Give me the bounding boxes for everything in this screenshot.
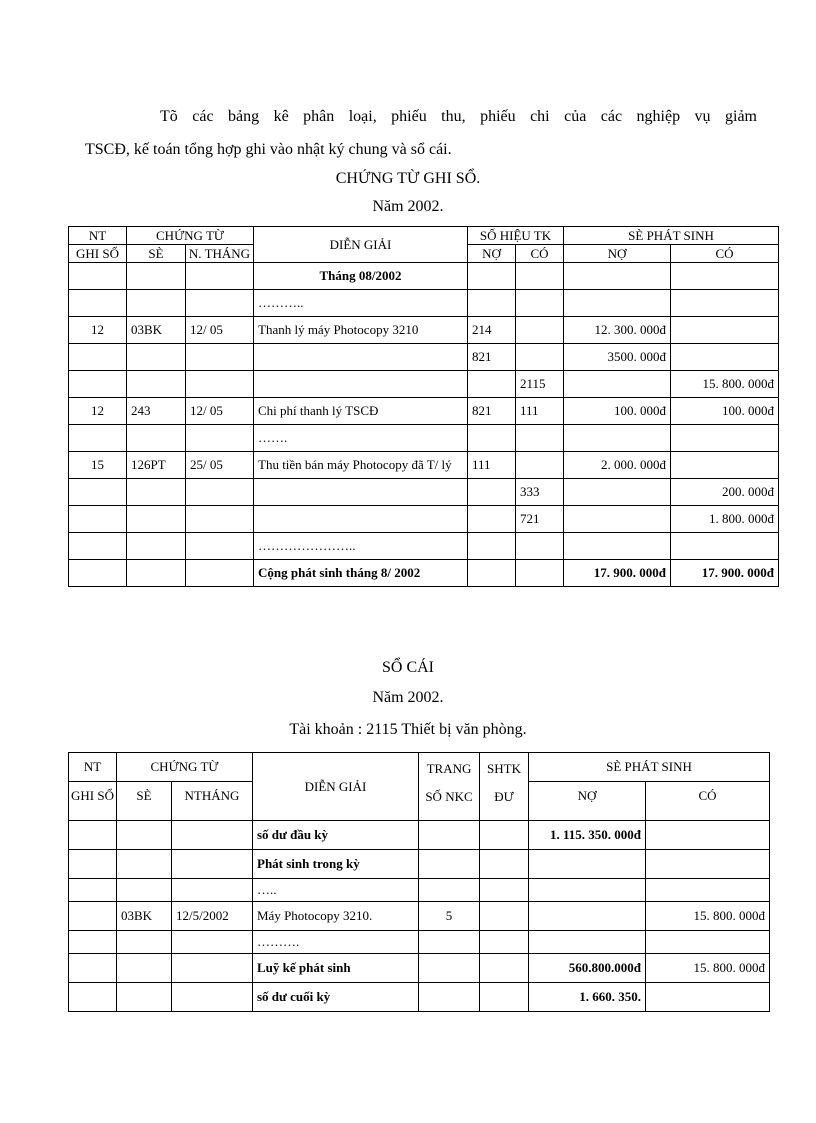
row-nt [69, 479, 127, 506]
total-no: 17. 900. 000đ [564, 560, 671, 587]
row-tk-co [516, 344, 564, 371]
row-amount-no [564, 479, 671, 506]
row-tk-co: 721 [516, 506, 564, 533]
row-tk-no: 111 [468, 452, 516, 479]
voucher-table [68, 226, 779, 587]
row-amount-no: 12. 300. 000đ [564, 317, 671, 344]
total-row [69, 560, 779, 587]
row-se: 243 [127, 398, 186, 425]
table-row [69, 479, 779, 506]
entry-desc: Máy Photocopy 3210. [253, 902, 419, 931]
row-date: 12/ 05 [186, 317, 254, 344]
table-row [69, 879, 770, 902]
header-se: SÈ [117, 782, 172, 821]
header-ghi-so: GHI SỔ [69, 245, 127, 263]
header-tk-no: NỢ [468, 245, 516, 263]
row-amount-no [564, 371, 671, 398]
row-nt: 12 [69, 398, 127, 425]
row-nt [69, 290, 127, 317]
intro-line-1: Tõ các bảng kê phân loại, phiếu thu, phiếu chi của các nghiệp vụ giảm [160, 108, 757, 125]
header-trang-so: TRANG SỐ NKC [419, 753, 480, 821]
intro-line-2: TSCĐ, kế toán tổng hợp ghi vào nhật ký chung và sổ cái. [85, 141, 452, 158]
table-row [69, 850, 770, 879]
row-nt: 12 [69, 317, 127, 344]
row-amount-no [564, 506, 671, 533]
row-date [186, 533, 254, 560]
header-no: NỢ [529, 782, 646, 821]
ledger2-account: Tài khoản : 2115 Thiết bị văn phòng. [289, 721, 527, 738]
row-nt [69, 425, 127, 452]
cumulative-no: 560.800.000đ [529, 954, 646, 983]
cumulative-co: 15. 800. 000đ [646, 954, 770, 983]
row-amount-no [564, 533, 671, 560]
table-row [69, 506, 779, 533]
row-se [127, 533, 186, 560]
header-nt: NT [69, 227, 127, 245]
table-row [69, 290, 779, 317]
header-dien-giai: DIỄN GIẢI [254, 227, 468, 263]
header-nt: NT [69, 753, 117, 782]
row-tk-co [516, 452, 564, 479]
dots-row: ….. [253, 879, 419, 902]
row-se [127, 506, 186, 533]
table-row [69, 452, 779, 479]
row-nt [69, 506, 127, 533]
row-amount-co [671, 425, 779, 452]
table-row [69, 371, 779, 398]
row-se [127, 344, 186, 371]
month-label: Tháng 08/2002 [254, 263, 468, 290]
row-amount-no [564, 290, 671, 317]
row-date [186, 371, 254, 398]
row-desc: Chi phí thanh lý TSCĐ [254, 398, 468, 425]
row-tk-co [516, 425, 564, 452]
closing-label: số dư cuối kỳ [253, 983, 419, 1012]
row-amount-co: 200. 000đ [671, 479, 779, 506]
row-nt [69, 533, 127, 560]
row-desc: Thanh lý máy Photocopy 3210 [254, 317, 468, 344]
row-amount-no: 2. 000. 000đ [564, 452, 671, 479]
row-desc: Thu tiền bán máy Photocopy đã T/ lý [254, 452, 468, 479]
row-tk-co [516, 317, 564, 344]
row-date [186, 290, 254, 317]
ledger2-year: Năm 2002. [372, 689, 444, 706]
row-date [186, 344, 254, 371]
intro-paragraph [85, 100, 757, 166]
row-date: 25/ 05 [186, 452, 254, 479]
row-date: 12/ 05 [186, 398, 254, 425]
header-dien-giai: DIỄN GIẢI [253, 753, 419, 821]
row-tk-co: 111 [516, 398, 564, 425]
row-amount-co: 1. 800. 000đ [671, 506, 779, 533]
table-row [69, 263, 779, 290]
header-chung-tu: CHỨNG TỪ [117, 753, 253, 782]
row-tk-no [468, 425, 516, 452]
entry-date: 12/5/2002 [172, 902, 253, 931]
opening-no: 1. 115. 350. 000đ [529, 821, 646, 850]
row-amount-co: 100. 000đ [671, 398, 779, 425]
row-se: 126PT [127, 452, 186, 479]
header-se: SÈ [127, 245, 186, 263]
row-desc: ………………….. [254, 533, 468, 560]
table-row [69, 425, 779, 452]
row-tk-no [468, 533, 516, 560]
row-amount-co [671, 344, 779, 371]
total-co: 17. 900. 000đ [671, 560, 779, 587]
row-se: 03BK [127, 317, 186, 344]
row-nt: 15 [69, 452, 127, 479]
header-co: CÓ [646, 782, 770, 821]
row-amount-no: 100. 000đ [564, 398, 671, 425]
entry-co: 15. 800. 000đ [646, 902, 770, 931]
row-desc [254, 506, 468, 533]
header-shtk-du: SHTK ĐƯ [480, 753, 529, 821]
cumulative-label: Luỹ kế phát sinh [253, 954, 419, 983]
row-date [186, 506, 254, 533]
dots-row: ………. [253, 931, 419, 954]
ledger1-year: Năm 2002. [372, 198, 444, 215]
row-se [127, 479, 186, 506]
table-row [69, 344, 779, 371]
table-row [69, 954, 770, 983]
ledger2-title: SỔ CÁI [381, 659, 434, 676]
row-desc [254, 371, 468, 398]
row-se [127, 290, 186, 317]
row-amount-co: 15. 800. 000đ [671, 371, 779, 398]
table-row [69, 821, 770, 850]
row-nt [69, 344, 127, 371]
row-date [186, 425, 254, 452]
row-tk-co [516, 290, 564, 317]
row-amount-co [671, 290, 779, 317]
header-amount-co: CÓ [671, 245, 779, 263]
closing-no: 1. 660. 350. [529, 983, 646, 1012]
row-desc: ……. [254, 425, 468, 452]
general-ledger-table [68, 752, 770, 1012]
table-row [69, 398, 779, 425]
row-tk-co: 2115 [516, 371, 564, 398]
row-date [186, 479, 254, 506]
row-tk-no [468, 290, 516, 317]
row-amount-co [671, 317, 779, 344]
header-se-phat-sinh: SÈ PHÁT SINH [564, 227, 779, 245]
row-amount-co [671, 533, 779, 560]
entry-se: 03BK [117, 902, 172, 931]
row-tk-no: 821 [468, 398, 516, 425]
row-se [127, 371, 186, 398]
entry-page: 5 [419, 902, 480, 931]
header-chung-tu: CHỨNG TỪ [127, 227, 254, 245]
row-tk-co [516, 533, 564, 560]
header-tk-co: CÓ [516, 245, 564, 263]
row-tk-co: 333 [516, 479, 564, 506]
table-row [69, 983, 770, 1012]
table-row [69, 931, 770, 954]
row-tk-no [468, 506, 516, 533]
ledger1-title: CHỨNG TỪ GHI SỔ. [335, 170, 481, 187]
row-tk-no [468, 479, 516, 506]
total-label: Cộng phát sinh tháng 8/ 2002 [254, 560, 468, 587]
row-tk-no [468, 371, 516, 398]
header-amount-no: NỢ [564, 245, 671, 263]
period-label: Phát sinh trong kỳ [253, 850, 419, 879]
header-n-thang: N. THÁNG [186, 245, 254, 263]
opening-label: số dư đầu kỳ [253, 821, 419, 850]
table-row [69, 533, 779, 560]
row-tk-no: 214 [468, 317, 516, 344]
row-amount-no [564, 425, 671, 452]
row-nt [69, 371, 127, 398]
table-row [69, 902, 770, 931]
header-so-hieu-tk: SỐ HIỆU TK [468, 227, 564, 245]
row-tk-no: 821 [468, 344, 516, 371]
row-amount-co [671, 452, 779, 479]
row-se [127, 425, 186, 452]
row-desc: ……….. [254, 290, 468, 317]
header-ghi-so: GHI SỔ [69, 782, 117, 821]
header-se-phat-sinh: SÈ PHÁT SINH [529, 753, 770, 782]
row-desc [254, 344, 468, 371]
row-desc [254, 479, 468, 506]
header-nthang: NTHÁNG [172, 782, 253, 821]
row-amount-no: 3500. 000đ [564, 344, 671, 371]
table-row [69, 317, 779, 344]
